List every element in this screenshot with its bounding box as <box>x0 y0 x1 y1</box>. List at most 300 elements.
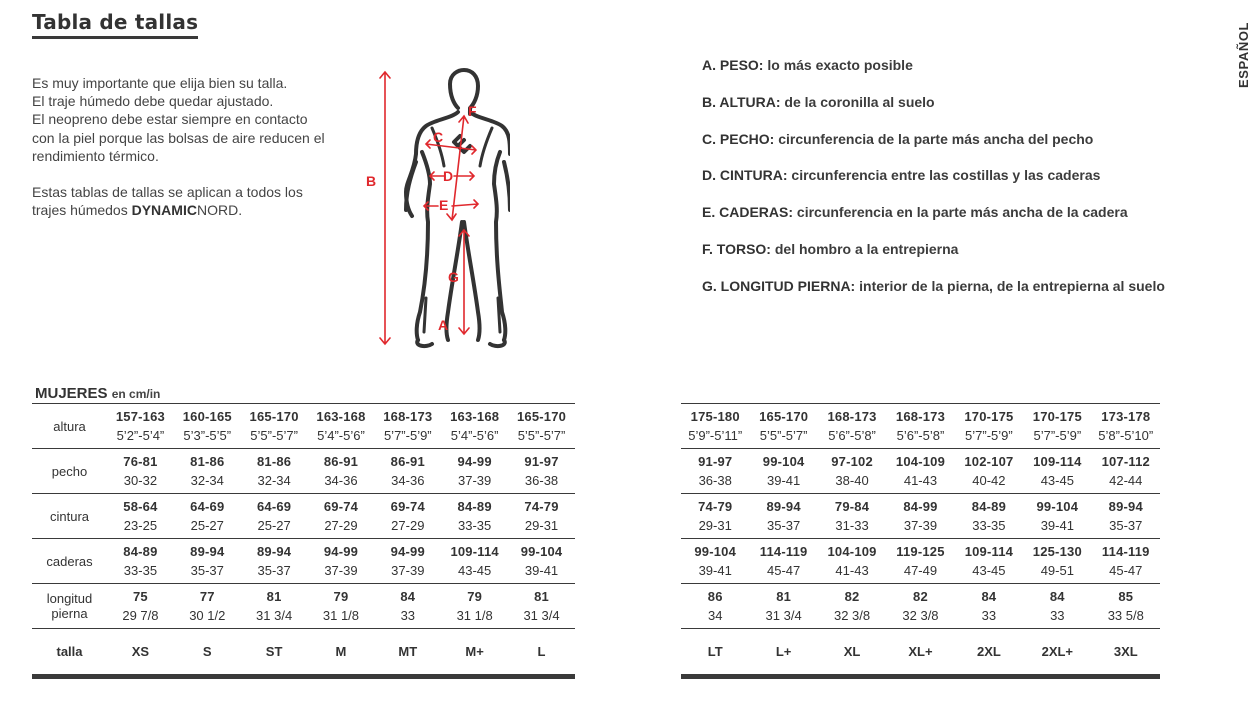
size-cell <box>1023 584 1091 629</box>
size-cell <box>107 404 174 449</box>
value-in: 33 5/8 <box>1107 608 1144 623</box>
legend-key: A. PESO: <box>702 57 764 73</box>
row-pecho <box>32 449 575 494</box>
legend-desc: circunferencia en la parte más ancha de la cadera <box>793 204 1128 221</box>
value-in: 47-49 <box>903 563 938 578</box>
size-cell <box>886 539 954 584</box>
size-cell <box>749 629 817 677</box>
language-label: ESPAÑOL <box>1236 21 1251 88</box>
intro-paragraph-1 <box>32 74 352 165</box>
intro-line: rendimiento térmico. <box>32 147 159 164</box>
value-cm: 76-81 <box>123 454 158 469</box>
value-in: 35-37 <box>190 563 224 578</box>
value-cm: 81-86 <box>190 454 225 469</box>
size-cell <box>1023 494 1091 539</box>
value-cm: 86-91 <box>323 454 359 469</box>
value-cm: 85 <box>1118 589 1134 604</box>
size-cell <box>955 404 1023 449</box>
value-cm: 94-99 <box>390 544 425 559</box>
size-code: LT <box>707 644 723 659</box>
size-code: XL <box>843 644 861 659</box>
size-cell <box>886 404 954 449</box>
value-in: 40-42 <box>972 473 1006 488</box>
page-title: Tabla de tallas <box>32 10 198 39</box>
size-cell <box>107 494 174 539</box>
value-cm: 84 <box>400 589 416 604</box>
size-cell <box>441 584 508 629</box>
size-cell <box>508 404 575 449</box>
value-in: 5’5”-5’7” <box>759 428 808 443</box>
value-in: 5’4”-5’6” <box>317 428 365 443</box>
value-cm: 75 <box>132 589 148 604</box>
brand-regular: NORD <box>196 202 239 219</box>
value-in: 23-25 <box>123 518 158 533</box>
value-cm: 170-175 <box>964 409 1014 424</box>
size-cell <box>174 494 241 539</box>
value-cm: 163-168 <box>450 409 500 424</box>
row-longitud-pierna <box>681 584 1160 629</box>
label-f: F <box>468 103 477 119</box>
value-in: 25-27 <box>257 518 291 533</box>
value-in: 32-34 <box>190 473 224 488</box>
value-in: 49-51 <box>1040 563 1074 578</box>
size-cell <box>681 629 749 677</box>
value-cm: 114-119 <box>1101 544 1150 559</box>
value-in: 31 3/4 <box>256 608 293 623</box>
value-cm: 94-99 <box>457 454 492 469</box>
value-cm: 109-114 <box>450 544 499 559</box>
value-in: 34 <box>707 608 723 623</box>
value-cm: 99-104 <box>762 454 805 469</box>
value-cm: 165-170 <box>249 409 299 424</box>
value-cm: 91-97 <box>524 454 559 469</box>
value-cm: 163-168 <box>316 409 366 424</box>
row-label <box>32 584 107 629</box>
value-in: 5’7”-5’9” <box>383 428 432 443</box>
value-in: 45-47 <box>1109 563 1143 578</box>
row-caderas <box>32 539 575 584</box>
row-label-line: longitud <box>46 591 93 606</box>
size-cell <box>174 629 241 677</box>
size-cell <box>886 494 954 539</box>
size-cell <box>374 404 441 449</box>
size-cell <box>174 449 241 494</box>
size-code: S <box>202 644 212 659</box>
value-in: 33 <box>400 608 416 623</box>
size-cell <box>681 449 749 494</box>
row-label: cintura <box>32 494 107 539</box>
value-cm: 102-107 <box>964 454 1014 469</box>
value-cm: 170-175 <box>1032 409 1082 424</box>
value-cm: 99-104 <box>1036 499 1079 514</box>
size-code: ST <box>265 644 283 659</box>
value-cm: 84-89 <box>971 499 1007 514</box>
size-cell <box>241 539 308 584</box>
value-in: 5’5”-5’7” <box>517 428 566 443</box>
legend-desc: del hombro a la entrepierna <box>770 240 959 257</box>
value-in: 31 3/4 <box>523 608 560 623</box>
size-cell <box>308 404 375 449</box>
value-cm: 79 <box>467 589 483 604</box>
size-cell <box>308 449 375 494</box>
value-cm: 82 <box>844 589 860 604</box>
value-in: 37-39 <box>458 473 492 488</box>
value-in: 5’6”-5’8” <box>828 428 876 443</box>
value-in: 5’3”-5’5” <box>183 428 232 443</box>
value-in: 29 7/8 <box>122 608 159 623</box>
row-talla <box>681 629 1160 677</box>
value-in: 5’6”-5’8” <box>896 428 945 443</box>
size-cell <box>1023 539 1091 584</box>
size-cell <box>441 449 508 494</box>
value-in: 32 3/8 <box>833 608 871 623</box>
value-in: 29-31 <box>698 518 732 533</box>
value-in: 41-43 <box>835 563 869 578</box>
size-cell <box>107 629 174 677</box>
value-cm: 84 <box>1049 589 1065 604</box>
value-cm: 175-180 <box>690 409 740 424</box>
size-cell <box>374 494 441 539</box>
size-cell <box>818 404 886 449</box>
size-cell <box>508 584 575 629</box>
value-cm: 91-97 <box>698 454 733 469</box>
size-code: XL+ <box>908 644 933 659</box>
size-cell <box>508 539 575 584</box>
legend-item-caderas <box>702 203 1182 240</box>
value-cm: 79-84 <box>834 499 870 514</box>
value-in: 43-45 <box>458 563 492 578</box>
size-cell <box>749 584 817 629</box>
value-in: 35-37 <box>257 563 291 578</box>
row-longitud-pierna <box>32 584 575 629</box>
size-cell <box>955 494 1023 539</box>
value-in: 30 1/2 <box>189 608 226 623</box>
value-in: 5’2”-5’4” <box>116 428 165 443</box>
size-cell <box>818 449 886 494</box>
value-cm: 109-114 <box>964 544 1014 559</box>
size-table-right <box>681 403 1160 679</box>
size-cell <box>1092 449 1160 494</box>
legend-key: D. CINTURA: <box>702 167 788 184</box>
size-code: XS <box>131 644 150 659</box>
value-in: 36-38 <box>698 473 732 488</box>
value-cm: 89-94 <box>1108 499 1143 514</box>
size-cell <box>1092 404 1160 449</box>
value-cm: 104-109 <box>895 454 946 469</box>
size-cell <box>241 449 308 494</box>
size-cell <box>749 449 817 494</box>
intro-line: El traje húmedo debe quedar ajustado. <box>32 93 274 110</box>
size-cell <box>174 404 241 449</box>
size-cell <box>955 629 1023 677</box>
row-altura <box>681 404 1160 449</box>
size-cell <box>241 584 308 629</box>
value-in: 37-39 <box>903 518 938 533</box>
size-cell <box>107 584 174 629</box>
size-cell <box>818 494 886 539</box>
row-talla <box>32 629 575 677</box>
legend-desc: circunferencia de la parte más ancha del pecho <box>774 130 1094 147</box>
value-cm: 94-99 <box>323 544 359 559</box>
value-in: 5’7”-5’9” <box>1033 428 1082 443</box>
value-in: 33-35 <box>972 518 1006 533</box>
size-cell <box>308 539 375 584</box>
value-cm: 84-99 <box>903 499 938 514</box>
legend-key: G. LONGITUD PIERNA: <box>702 277 856 294</box>
size-table-left <box>32 403 575 679</box>
value-in: 39-41 <box>767 473 801 488</box>
value-cm: 74-79 <box>698 499 733 514</box>
value-cm: 69-74 <box>390 499 425 514</box>
value-cm: 86 <box>707 589 723 604</box>
size-cell <box>749 404 817 449</box>
value-in: 37-39 <box>391 563 425 578</box>
value-cm: 64-69 <box>190 499 225 514</box>
size-cell <box>1092 494 1160 539</box>
value-cm: 89-94 <box>190 544 225 559</box>
value-in: 32-34 <box>257 473 291 488</box>
size-cell <box>1092 539 1160 584</box>
value-cm: 168-173 <box>827 409 877 424</box>
value-cm: 58-64 <box>123 499 158 514</box>
value-cm: 64-69 <box>256 499 292 514</box>
legend-item-pierna <box>702 277 1182 314</box>
value-in: 30-32 <box>123 473 158 488</box>
value-in: 31-33 <box>835 518 869 533</box>
value-cm: 82 <box>913 589 928 604</box>
value-in: 39-41 <box>524 563 559 578</box>
size-code: 2XL+ <box>1041 644 1074 659</box>
row-caderas <box>681 539 1160 584</box>
legend-item-pecho <box>702 130 1182 167</box>
size-cell <box>508 449 575 494</box>
value-cm: 69-74 <box>323 499 359 514</box>
value-in: 43-45 <box>972 563 1006 578</box>
value-cm: 109-114 <box>1033 454 1082 469</box>
size-cell <box>1092 629 1160 677</box>
value-in: 27-29 <box>324 518 358 533</box>
size-cell <box>1023 404 1091 449</box>
intro-line: trajes húmedos <box>32 202 132 219</box>
table-title-text: MUJERES <box>35 385 108 402</box>
value-cm: 107-112 <box>1101 454 1150 469</box>
label-c: C <box>433 129 444 145</box>
row-label: caderas <box>32 539 107 584</box>
value-cm: 84-89 <box>457 499 492 514</box>
row-label: altura <box>32 404 107 449</box>
value-cm: 89-94 <box>256 544 292 559</box>
value-in: 5’5”-5’7” <box>250 428 298 443</box>
size-cell <box>174 539 241 584</box>
value-in: 33 <box>1050 608 1065 623</box>
value-in: 34-36 <box>391 473 425 488</box>
value-cm: 89-94 <box>766 499 801 514</box>
size-cell <box>374 449 441 494</box>
size-cell <box>374 539 441 584</box>
intro-text <box>32 74 352 219</box>
value-in: 42-44 <box>1109 473 1143 488</box>
legend-desc: circunferencia entre las costillas y las caderas <box>787 167 1101 184</box>
value-in: 35-37 <box>1109 518 1143 533</box>
label-g: G <box>448 269 459 285</box>
intro-line: El neopreno debe estar siempre en contacto <box>32 111 308 128</box>
value-in: 27-29 <box>391 518 425 533</box>
value-in: 35-37 <box>767 518 801 533</box>
intro-line: Estas tablas de tallas se aplican a todos los <box>32 184 303 201</box>
size-cell <box>749 494 817 539</box>
size-cell <box>441 539 508 584</box>
value-in: 25-27 <box>190 518 224 533</box>
value-in: 29-31 <box>524 518 559 533</box>
value-in: 33-35 <box>123 563 158 578</box>
legend-desc: de la coronilla al suelo <box>780 93 935 110</box>
value-cm: 99-104 <box>694 544 737 559</box>
size-cell <box>508 629 575 677</box>
value-in: 33 <box>981 608 997 623</box>
size-cell <box>107 539 174 584</box>
size-cell <box>374 629 441 677</box>
value-cm: 97-102 <box>831 454 873 469</box>
legend-desc: lo más exacto posible <box>763 57 913 73</box>
size-cell <box>1092 584 1160 629</box>
size-code: 3XL <box>1113 644 1138 659</box>
size-cell <box>681 494 749 539</box>
value-cm: 114-119 <box>759 544 808 559</box>
value-cm: 125-130 <box>1032 544 1082 559</box>
value-cm: 168-173 <box>895 409 946 424</box>
value-in: 33-35 <box>458 518 492 533</box>
row-pecho <box>681 449 1160 494</box>
size-cell <box>886 629 954 677</box>
value-cm: 84 <box>981 589 997 604</box>
size-cell <box>308 494 375 539</box>
legend-desc: interior de la pierna, de la entrepierna al suelo <box>855 277 1165 294</box>
size-cell <box>681 404 749 449</box>
value-in: 37-39 <box>324 563 358 578</box>
value-cm: 86-91 <box>390 454 425 469</box>
size-cell <box>681 539 749 584</box>
size-cell <box>441 404 508 449</box>
value-in: 5’7”-5’9” <box>965 428 1013 443</box>
value-in: 5’9”-5’11” <box>688 428 743 443</box>
body-measurement-figure <box>360 62 510 352</box>
value-cm: 99-104 <box>520 544 563 559</box>
label-a: A <box>438 317 449 333</box>
label-d: D <box>443 168 454 184</box>
intro-paragraph-2 <box>32 183 352 219</box>
row-cintura <box>681 494 1160 539</box>
size-cell <box>174 584 241 629</box>
intro-line: con la piel porque las bolsas de aire reducen el <box>32 129 325 146</box>
legend-key: E. CADERAS: <box>702 204 794 221</box>
size-cell <box>749 539 817 584</box>
size-cell <box>241 404 308 449</box>
size-cell <box>441 629 508 677</box>
size-cell <box>818 539 886 584</box>
value-cm: 165-170 <box>759 409 809 424</box>
legend-key: F. TORSO: <box>702 240 771 257</box>
value-in: 38-40 <box>835 473 869 488</box>
value-cm: 168-173 <box>383 409 433 424</box>
intro-line: Es muy importante que elija bien su talla. <box>32 75 288 91</box>
size-cell <box>886 449 954 494</box>
size-cell <box>1023 629 1091 677</box>
measurement-legend <box>702 56 1182 314</box>
table-unit: en cm/in <box>111 387 161 401</box>
value-cm: 81 <box>534 589 549 604</box>
value-cm: 77 <box>199 589 215 604</box>
value-cm: 81-86 <box>256 454 292 469</box>
brand-bold: DYNAMIC <box>131 202 197 219</box>
size-cell <box>241 494 308 539</box>
value-cm: 165-170 <box>516 409 567 424</box>
value-in: 36-38 <box>524 473 559 488</box>
label-b: B <box>366 173 377 189</box>
value-in: 31 1/8 <box>322 608 360 623</box>
value-in: 39-41 <box>1040 518 1074 533</box>
value-in: 31 3/4 <box>765 608 802 623</box>
value-in: 41-43 <box>903 473 938 488</box>
size-code: L <box>537 644 546 659</box>
size-cell <box>107 449 174 494</box>
legend-key: B. ALTURA: <box>702 93 781 110</box>
row-label: talla <box>32 629 107 677</box>
size-cell <box>241 629 308 677</box>
value-cm: 79 <box>333 589 349 604</box>
size-cell <box>1023 449 1091 494</box>
size-cell <box>374 584 441 629</box>
value-in: 45-47 <box>767 563 801 578</box>
size-cell <box>308 584 375 629</box>
legend-item-torso <box>702 240 1182 277</box>
legend-item-altura <box>702 93 1182 130</box>
size-cell <box>955 539 1023 584</box>
value-cm: 81 <box>266 589 282 604</box>
wetsuit-figure-icon <box>360 62 510 352</box>
size-cell <box>308 629 375 677</box>
value-in: 39-41 <box>698 563 732 578</box>
value-in: 5’8”-5’10” <box>1098 428 1154 443</box>
size-code: M <box>335 644 347 659</box>
size-cell <box>681 584 749 629</box>
value-cm: 119-125 <box>896 544 945 559</box>
value-in: 32 3/8 <box>902 608 939 623</box>
value-in: 31 1/8 <box>456 608 493 623</box>
row-label: pecho <box>32 449 107 494</box>
value-in: 34-36 <box>324 473 358 488</box>
size-code: 2XL <box>976 644 1001 659</box>
table-title <box>35 385 160 402</box>
value-cm: 84-89 <box>123 544 158 559</box>
legend-item-cintura <box>702 166 1182 203</box>
size-code: L+ <box>775 644 792 659</box>
size-code: MT <box>398 644 418 659</box>
size-cell <box>955 449 1023 494</box>
value-in: 5’4”-5’6” <box>450 428 499 443</box>
size-cell <box>955 584 1023 629</box>
value-cm: 157-163 <box>115 409 165 424</box>
label-e: E <box>439 197 449 213</box>
legend-key: C. PECHO: <box>702 130 775 147</box>
value-cm: 160-165 <box>182 409 232 424</box>
value-in: 43-45 <box>1040 473 1074 488</box>
legend-item-peso <box>702 56 1182 93</box>
value-cm: 74-79 <box>524 499 559 514</box>
intro-punct: . <box>238 202 243 219</box>
value-cm: 173-178 <box>1101 409 1151 424</box>
value-cm: 81 <box>776 589 792 604</box>
row-label-line: pierna <box>51 606 88 621</box>
